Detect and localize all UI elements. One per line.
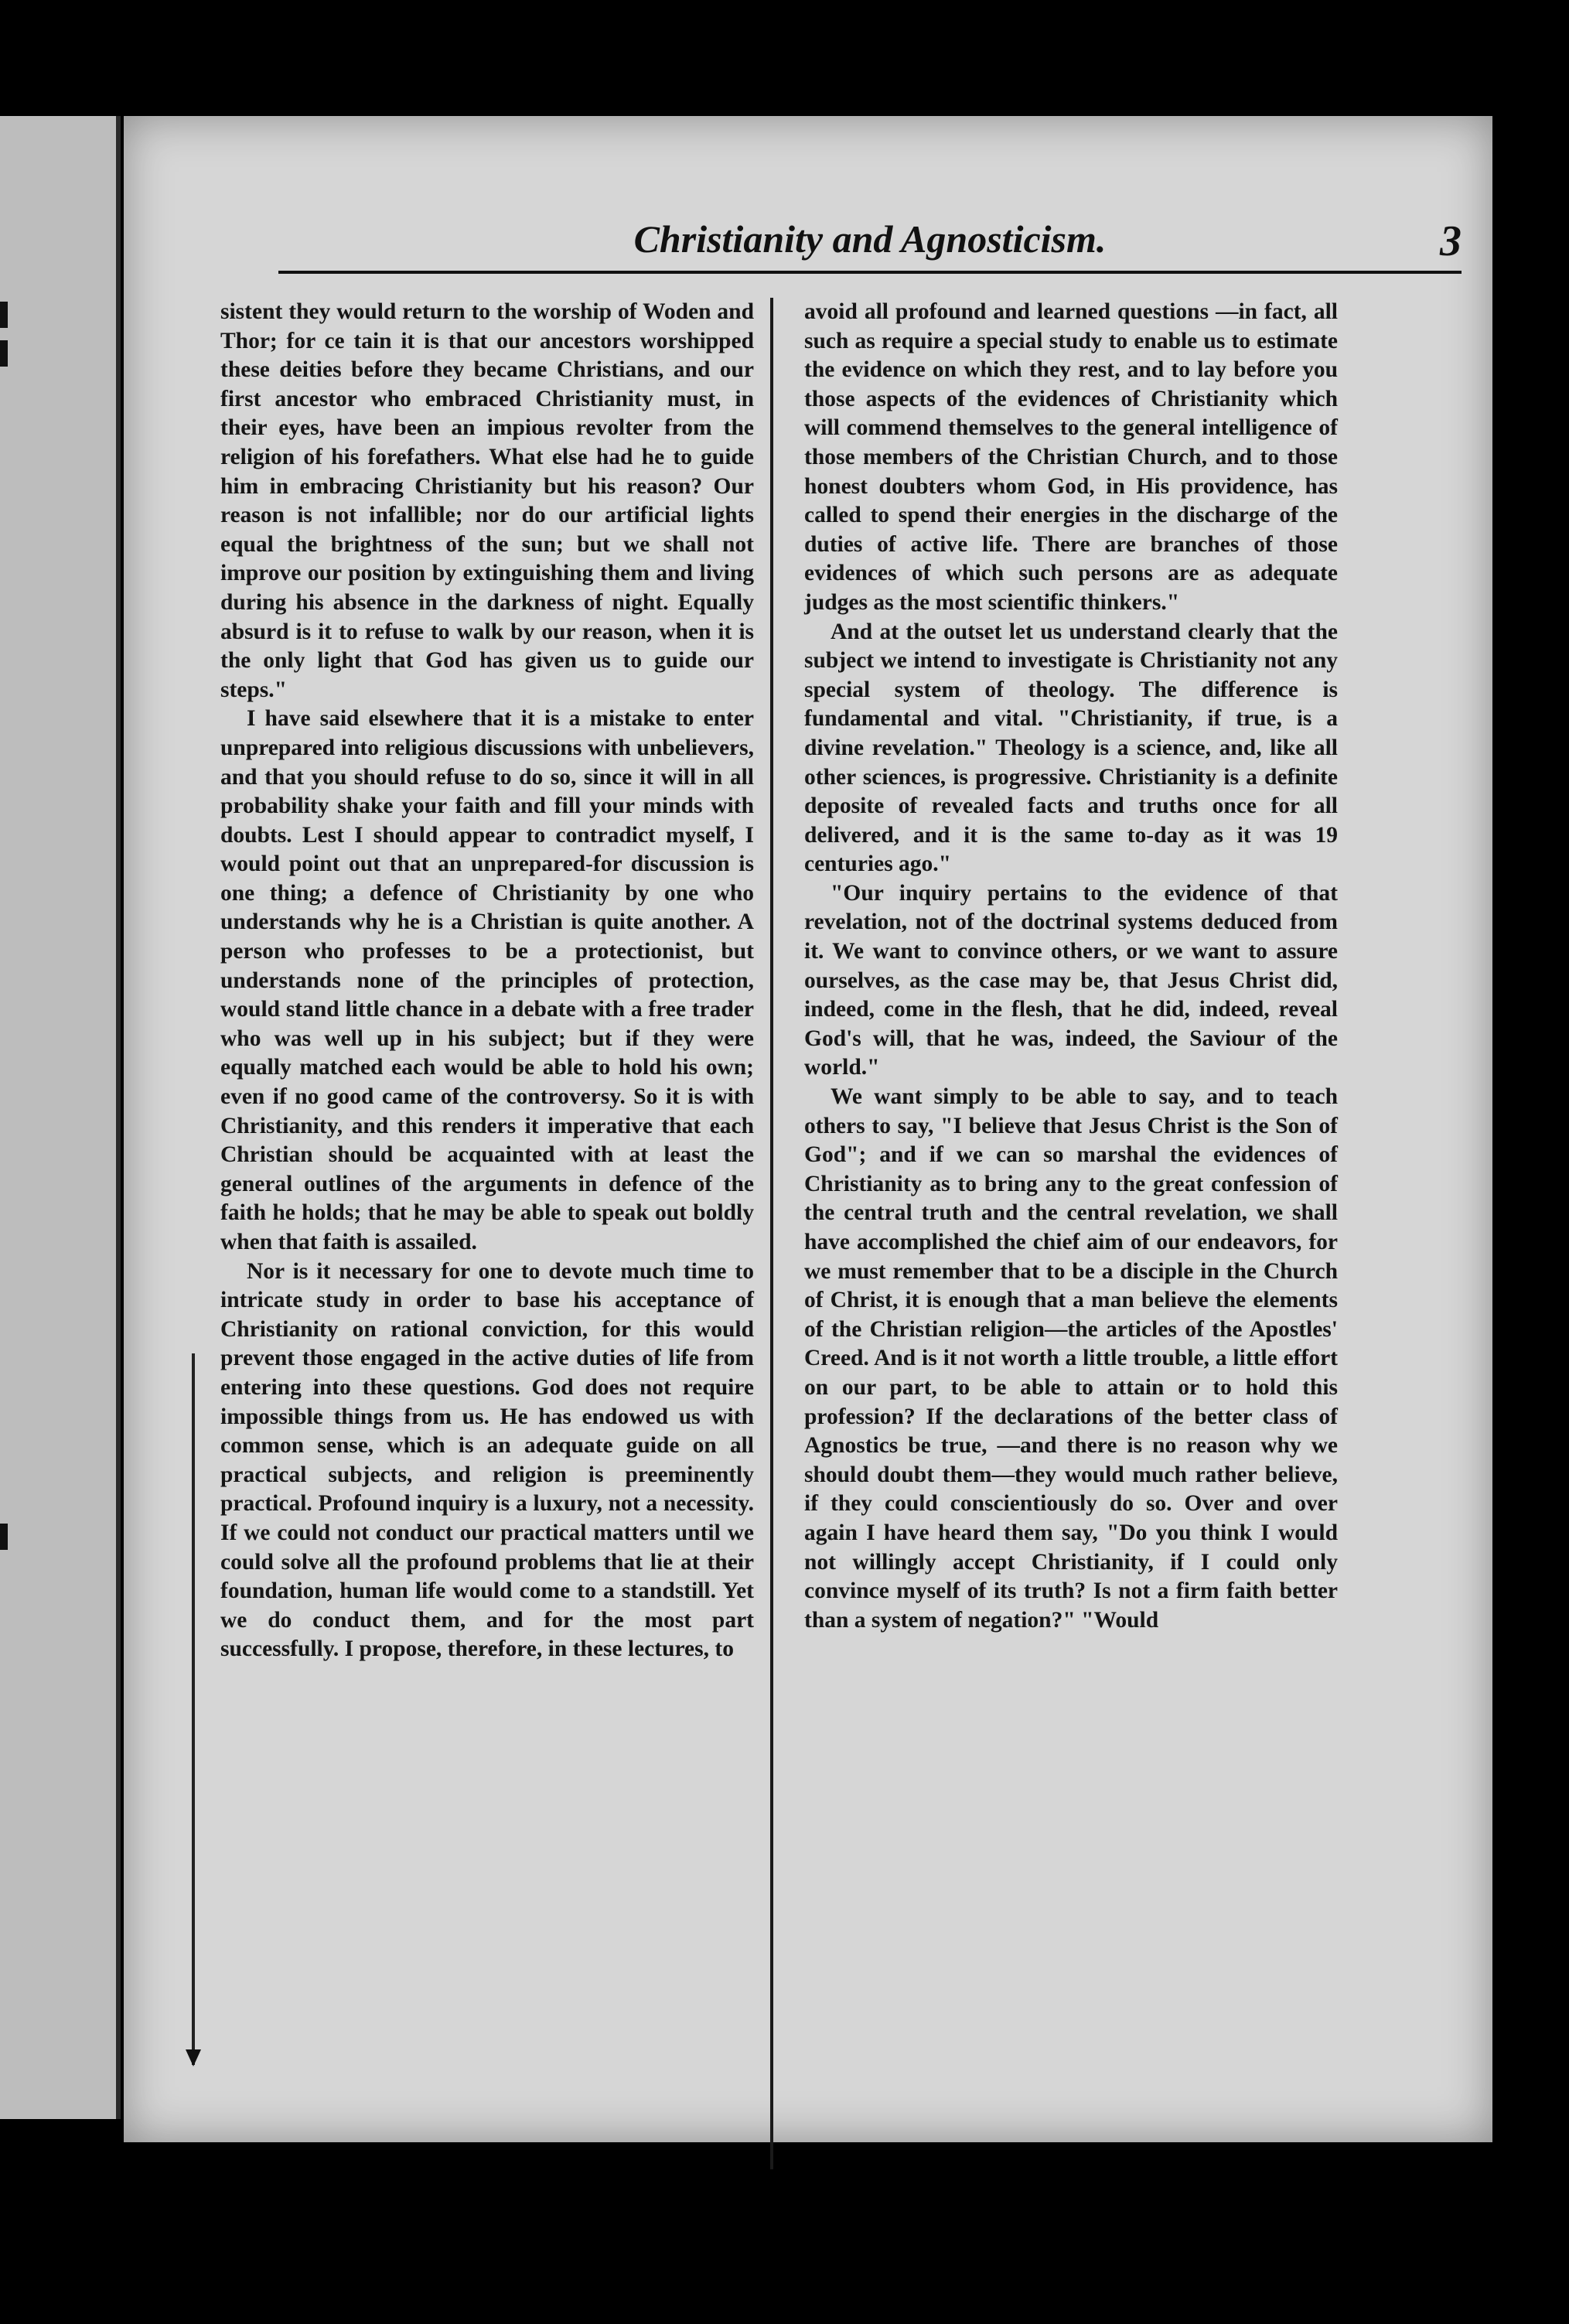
paragraph: "Our inquiry pertains to the evidence of that revelation, not of the doctrinal systems deduced from it. We want to convince others, or we want to assure ourselves, as the case may be, that Jesus Christ did, indeed, come in the flesh, that he did, indeed, reveal God's will, that he was, indeed, the Saviour of the world." xyxy=(804,880,1338,1080)
paragraph: avoid all profound and learned questions —in fact, all such as require a special study to enable us to estimate the evidence on which they rest, and to lay before you those aspects of the evidences of Christianity which will commend themselves to the general intelligence of those members of the Christian Church, and to those honest doubters whom God, in His providence, has called to spend their energies in the discharge of the duties of active life. There are branches of those evidences of which such persons are as adequate judges as the most scientific thinkers." xyxy=(804,299,1338,615)
column-divider xyxy=(770,298,773,2169)
text-column-left xyxy=(220,298,754,1664)
page-number: 3 xyxy=(1440,217,1462,265)
paragraph: Nor is it necessary for one to devote much time to intricate study in order to base his acceptance of Christianity on rational conviction, for this would prevent those engaged in the active duties of life from entering into these questions. God does not require impossible things from us. He has endowed us with common sense, which is an adequate guide on all practical subjects, and religion is preeminently practical. Profound inquiry is a luxury, not a necessity. If we could not conduct our practical matters until we could solve all the profound problems that lie at their foundation, human life would come to a standstill. Yet we do conduct them, and for the most part successfully. I propose, therefore, in these lectures, to xyxy=(220,1258,754,1662)
paragraph: sistent they would return to the worship of Woden and Thor; for ce tain it is that our ancestors worshipped these deities before they became Christians, and our first ancestor who embraced Christianity must, in their eyes, have been an impious revolter from the religion of his forefathers. What else had he to guide him in embracing Christianity but his reason? Our reason is not infallible; nor do our artificial lights equal the brightness of the sun; but we shall not improve our position by extinguishing them and living during his absence in the darkness of night. Equally absurd is it to refuse to walk by our reason, when it is the only light that God has given us to guide our steps." xyxy=(220,299,754,702)
book-page xyxy=(124,116,1492,2142)
paragraph: And at the outset let us understand clearly that the subject we intend to investigate is Christianity not any special system of theology. The difference is fundamental and vital. "Christianity, if true, is a divine revelation." Theology is a science, and, like all other sciences, is progressive. Christianity is a definite deposite of revealed facts and truths once for all delivered, and it is the same to-day as it was 19 centuries ago." xyxy=(804,619,1338,877)
margin-mark xyxy=(0,302,8,328)
margin-rule xyxy=(192,1353,195,2065)
margin-mark xyxy=(0,1524,8,1550)
paragraph: I have said elsewhere that it is a mistake to enter unprepared into religious discussions with unbelievers, and that you should refuse to do so, since it will in all probability shake your faith and fill your minds with doubts. Lest I should appear to contradict myself, I would point out that an unprepared-for discussion is one thing; a defence of Christianity by one who understands why he is a Christian is quite another. A person who professes to be a protectionist, but understands none of the principles of protection, would stand little chance in a debate with a free trader who was well up in his subject; but if they were equally matched each would be able to hold his own; even if no good came of the controversy. So it is with Christianity, and this renders it imperative that each Christian should be acquainted with at least the general outlines of the arguments in defence of the faith he holds; that he may be able to speak out boldly when that faith is assailed. xyxy=(220,706,754,1254)
text-column-right xyxy=(804,298,1338,1635)
adjoining-page-edge xyxy=(0,116,121,2119)
margin-arrow-mark xyxy=(186,2049,201,2066)
page-header xyxy=(278,217,1462,274)
margin-mark xyxy=(0,340,8,367)
running-title: Christianity and Agnosticism. xyxy=(633,217,1107,261)
paragraph: We want simply to be able to say, and to teach others to say, "I believe that Jesus Christ is the Son of God"; and if we can so marshal the evidences of Christianity as to bring any to the great confession of the central truth and the central revelation, we shall have accomplished the chief aim of our endeavors, for we must remember that to be a disciple in the Church of Christ, it is enough that a man believe the elements of the Christian religion—the articles of the Apostles' Creed. And is it not worth a little trouble, a little effort on our part, to be able to attain or to hold this profession? If the declarations of the better class of Agnostics be true, —and there is no reason why we should doubt them—they would much rather believe, if they could conscientiously do so. Over and over again I have heard them say, "Do you think I would not willingly accept Christianity, if I could only convince myself of its truth? Is not a firm faith better than a system of negation?" "Would xyxy=(804,1084,1338,1633)
